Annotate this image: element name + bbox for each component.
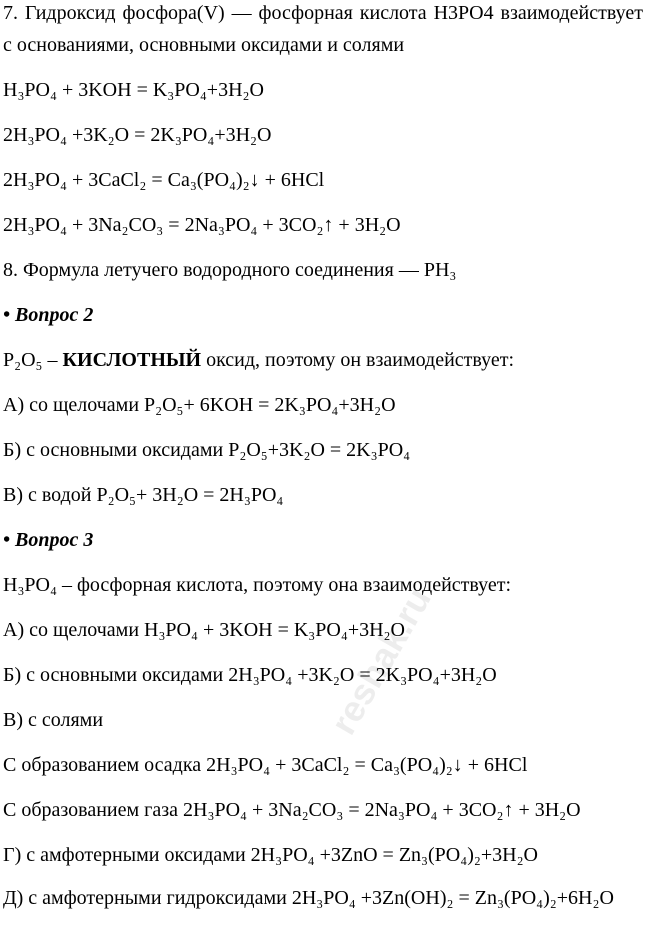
equation: H₃PO₄ + 3KOH = K₃PO₄+3H₂O — [3, 79, 264, 101]
list-item: А) со щелочами H₃PO₄ + 3KOH = K₃PO₄+3H₂O — [3, 619, 405, 641]
equation: 2H₃PO₄ +3K₂O = 2K₃PO₄+3H₂O — [3, 124, 272, 146]
list-item: С образованием осадка 2H₃PO₄ + 3CaCl₂ = Ca₃(PO₄)₂↓ + 6HCl — [3, 754, 528, 776]
list-item: Г) с амфотерными оксидами 2H₃PO₄ +3ZnO = Zn₃(PO₄)₂+3H₂O — [3, 844, 538, 866]
document — [3, 0, 643, 912]
equation: 2H₃PO₄ + 3Na₂CO₃ = 2Na₃PO₄ + 3CO₂↑ + 3H₂O — [3, 214, 401, 236]
intro-bold: КИСЛОТНЫЙ — [62, 349, 202, 371]
intro-formula: P₂O₅ – — [3, 349, 63, 371]
paragraph-7: 7. Гидроксид фосфора(V) — фосфорная кислота H3PO4 взаимодействует с основаниями, основными оксидами и солями — [3, 2, 643, 56]
watermark: reshak.ru — [322, 580, 439, 742]
question-2-intro — [3, 344, 643, 376]
equation: 2H₃PO₄ + 3CaCl₂ = Ca₃(PO₄)₂↓ + 6HCl — [3, 169, 325, 191]
paragraph-8: 8. Формула летучего водородного соединения — PH₃ — [3, 259, 457, 281]
question-2-heading: • Вопрос 2 — [3, 304, 94, 326]
list-item: В) с солями — [3, 709, 104, 731]
list-item: С образованием газа 2H₃PO₄ + 3Na₂CO₃ = 2Na₃PO₄ + 3CO₂↑ + 3H₂O — [3, 799, 581, 821]
list-item: В) с водой P₂O₅+ 3H₂O = 2H₃PO₄ — [3, 484, 284, 506]
list-item: Б) с основными оксидами P₂O₅+3K₂O = 2K₃PO₄ — [3, 439, 411, 461]
intro-rest: оксид, поэтому он взаимодействует: — [201, 349, 515, 371]
question-3-intro: H₃PO₄ – фосфорная кислота, поэтому она взаимодействует: — [3, 574, 512, 596]
list-item: А) со щелочами P₂O₅+ 6KOH = 2K₃PO₄+3H₂O — [3, 394, 396, 416]
list-item: Б) с основными оксидами 2H₃PO₄ +3K₂O = 2K₃PO₄+3H₂O — [3, 664, 497, 686]
question-3-heading: • Вопрос 3 — [3, 529, 94, 551]
list-item: Д) с амфотерными гидроксидами 2H₃PO₄ +3Zn(OH)₂ = Zn₃(PO₄)₂+6H₂O — [3, 887, 614, 909]
